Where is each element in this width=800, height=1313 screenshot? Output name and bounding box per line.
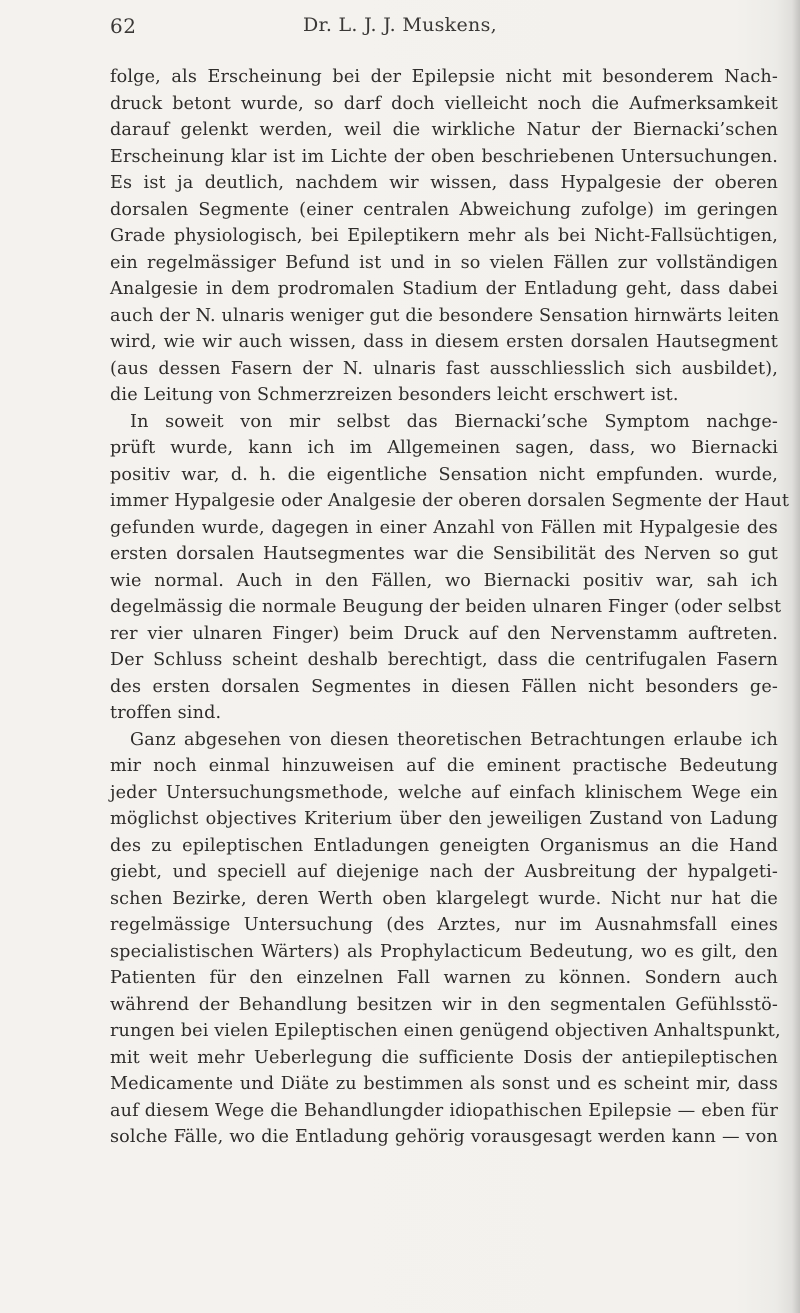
text-line: ein regelmässiger Befund ist und in so vielen Fällen zur vollständigen [110,252,778,273]
text-line: darauf gelenkt werden, weil die wirkliche Natur der Biernacki’schen [110,120,778,140]
text-line: immer Hypalgesie oder Analgesie der oberen dorsalen Segmente der Haut [110,491,790,511]
text-line: regelmässige Untersuchung (des Arztes, nur im Ausnahmsfall eines [110,915,778,935]
page-header [0,10,800,46]
text-line: wird, wie wir auch wissen, dass in diesem ersten dorsalen Hautsegment [110,332,778,352]
text-line: In soweit von mir selbst das Biernacki’sche Symptom nachge- [130,411,778,432]
text-line: mit weit mehr Ueberlegung die sufficiente Dosis der antiepileptischen [110,1047,778,1068]
text-line: Erscheinung klar ist im Lichte der oben beschriebenen Untersuchungen. [110,146,778,167]
text-line: rer vier ulnaren Finger) beim Druck auf den Nervenstamm auftreten. [110,623,778,644]
text-line: mir noch einmal hinzuweisen auf die eminent practische Bedeutung [110,756,778,776]
text-line: degelmässig die normale Beugung der beiden ulnaren Finger (oder selbst [110,597,782,617]
text-line: Grade physiologisch, bei Epileptikern mehr als bei Nicht-Fallsüchtigen, [110,226,778,246]
text-line: Medicamente und Diäte zu bestimmen als sonst und es scheint mir, dass [110,1074,778,1094]
body-text [110,64,790,1151]
text-line: troffen sind. [110,703,222,723]
text-line: prüft wurde, kann ich im Allgemeinen sagen, dass, wo Biernacki [110,438,778,458]
text-line: schen Bezirke, deren Werth oben klargelegt wurde. Nicht nur hat die [110,888,778,909]
text-line: rungen bei vielen Epileptischen einen genügend objectiven Anhaltspunkt, [110,1021,781,1041]
text-line: Der Schluss scheint deshalb berechtigt, dass die centrifugalen Fasern [110,650,778,670]
text-line: gefunden wurde, dagegen in einer Anzahl von Fällen mit Hypalgesie des [110,517,778,538]
text-line: wie normal. Auch in den Fällen, wo Biernacki positiv war, sah ich [110,570,778,591]
text-line: positiv war, d. h. die eigentliche Sensation nicht empfunden. wurde, [110,464,778,485]
text-line: giebt, und speciell auf diejenige nach der Ausbreitung der hypalgeti- [110,862,778,882]
text-line: solche Fälle, wo die Entladung gehörig vorausgesagt werden kann — von [110,1127,778,1147]
running-head: Dr. L. J. J. Muskens, [303,14,497,36]
text-line: Ganz abgesehen von diesen theoretischen Betrachtungen erlaube ich [130,729,778,750]
text-line: des ersten dorsalen Segmentes in diesen Fällen nicht besonders ge- [110,676,778,697]
text-line: folge, als Erscheinung bei der Epilepsie nicht mit besonderem Nach- [110,67,778,87]
text-line: des zu epileptischen Entladungen geneigten Organismus an die Hand [110,835,778,856]
text-line: specialistischen Wärters) als Prophylacticum Bedeutung, wo es gilt, den [110,941,778,962]
text-line: Analgesie in dem prodromalen Stadium der Entladung geht, dass dabei [110,279,778,299]
page-number: 62 [110,14,137,38]
text-line: jeder Untersuchungsmethode, welche auf einfach klinischem Wege ein [110,782,778,803]
text-line: dorsalen Segmente (einer centralen Abweichung zufolge) im geringen [110,199,778,220]
page-edge-shadow [792,0,800,1313]
text-line: auch der N. ulnaris weniger gut die besondere Sensation hirnwärts leiten [110,305,780,326]
text-line: auf diesem Wege die Behandlungder idiopathischen Epilepsie — eben für [110,1100,778,1121]
text-line: Es ist ja deutlich, nachdem wir wissen, dass Hypalgesie der oberen [110,173,778,193]
text-line: (aus dessen Fasern der N. ulnaris fast ausschliesslich sich ausbildet), [110,358,778,379]
text-line: Patienten für den einzelnen Fall warnen zu können. Sondern auch [110,968,778,988]
text-line: während der Behandlung besitzen wir in den segmentalen Gefühlsstö- [110,994,778,1015]
text-line: ersten dorsalen Hautsegmentes war die Sensibilität des Nerven so gut [110,544,778,564]
text-line: druck betont wurde, so darf doch vielleicht noch die Aufmerksamkeit [110,93,778,114]
text-line: möglichst objectives Kriterium über den jeweiligen Zustand von Ladung [110,809,778,829]
text-line: die Leitung von Schmerzreizen besonders leicht erschwert ist. [110,385,679,405]
